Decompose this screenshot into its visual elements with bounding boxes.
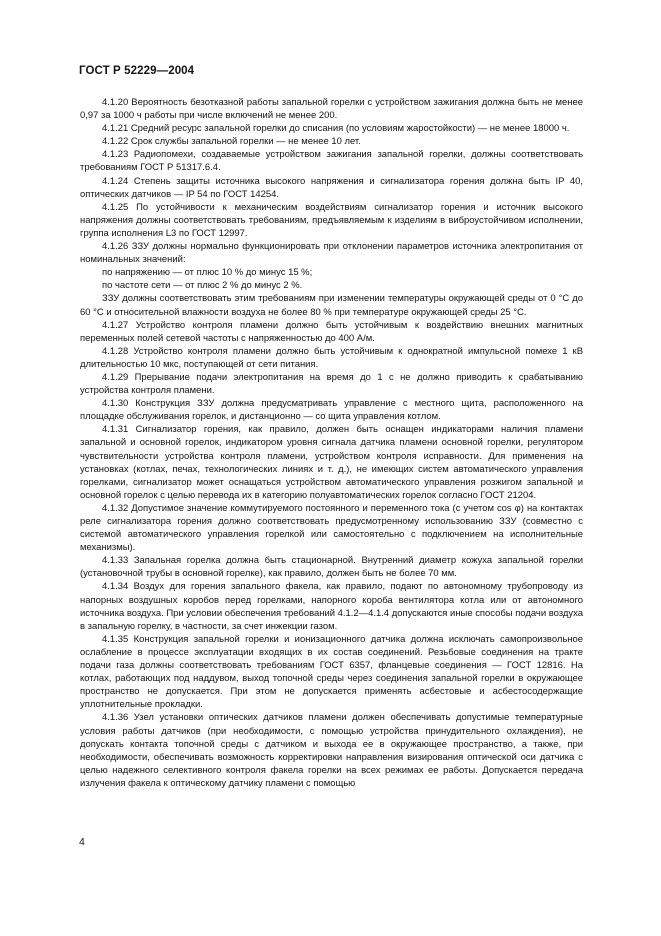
paragraph: 4.1.20 Вероятность безотказной работы запальной горелки с устройством зажигания должна быть не менее 0,97 за 1000 ч работы при числе включений не менее 200. (80, 97, 583, 122)
paragraph: 4.1.36 Узел установки оптических датчиков пламени должен обеспечивать допустимые температурные условия работы датчиков (при необходимости, с помощью устройства принудительного охлаждения), не допускать контакта топочной среды с датчиком и выхода ее в окружающее пространство, а также, при необходимости, обеспечивать возможность корректировки направления визирования оптической оси датчика с целью надежного селективного контроля факела горелки на всех режимах ее работы. Допускается передача излучения факела к оптическому датчику пламени с помощью (80, 712, 583, 789)
paragraph: 4.1.23 Радиопомехи, создаваемые устройством зажигания запальной горелки, должны соответствовать требованиям ГОСТ Р 51317.6.4. (80, 149, 583, 174)
paragraph: 4.1.22 Срок службы запальной горелки — не менее 10 лет. (102, 136, 361, 148)
document-body (80, 96, 583, 790)
page-number: 4 (79, 836, 85, 848)
paragraph: 4.1.33 Запальная горелка должна быть стационарной. Внутренний диаметр кожуха запальной горелки (установочной трубы в основной горелке), как правило, должен быть не более 70 мм. (80, 555, 583, 580)
list-item: по частоте сети — от плюс 2 % до минус 2 %. (102, 280, 303, 292)
paragraph: 4.1.30 Конструкция ЗЗУ должна предусматривать управление с местного щита, расположенного на площадке обслуживания горелок, и дистанционно — со щита управления котлом. (80, 398, 583, 423)
paragraph: 4.1.34 Воздух для горения запального факела, как правило, подают по автономному трубопроводу из напорных воздушных коробов перед горелками, напорного короба вентилятора котла или от автономного источника воздуха. При условии обеспечения требований 4.1.2—4.1.4 допускаются иные способы подачи воздуха в запальную горелку, в частности, за счет инжекции газом. (80, 581, 583, 632)
paragraph: 4.1.24 Степень защиты источника высокого напряжения и сигнализатора горения должна быть IP 40, оптических датчиков — IP 54 по ГОСТ 14254. (80, 175, 583, 200)
paragraph: 4.1.29 Прерывание подачи электропитания на время до 1 с не должно приводить к срабатыванию устройства контроля пламени. (80, 371, 583, 397)
paragraph: 4.1.32 Допустимое значение коммутируемого постоянного и переменного тока (с учетом cos φ) на контактах реле сигнализатора горения должно соответствовать предусмотренному использованию ЗЗУ (совместно с системой автоматического управления горелкой или самостоятельно с подключением на исполнительные механизмы). (80, 502, 583, 554)
paragraph: 4.1.21 Средний ресурс запальной горелки до списания (по условиям жаростойкости) — не менее 18000 ч. (102, 123, 570, 135)
paragraph: 4.1.35 Конструкция запальной горелки и ионизационного датчика должна исключать самопроизвольное ослабление в процессе эксплуатации входящих в их состав соединений. Резьбовые соединения на тракте подачи газа должны соответствовать требованиям ГОСТ 6357, фланцевые соединения — ГОСТ 12816. На котлах, работающих под наддувом, выход топочной среды через соединения запальной горелки в окружающее пространство не допускается. При этом не допускается применять асбестовые и асбестосодержащие уплотнительные прокладки. (80, 633, 583, 711)
paragraph: 4.1.31 Сигнализатор горения, как правило, должен быть оснащен индикаторами наличия пламени запальной и основной горелок, индикатором уровня сигнала датчика пламени основной горелки, регулятором чувствительности устройства контроля пламени, устройством контроля исправности. Для применения на установках (котлах, печах, технологических линиях и т. д.), не имеющих систем автоматического управления горелками, сигнализатор может оснащаться устройством автоматического управления розжигом запальной и основной горелок с целью перевода их в категорию полуавтоматических горелок согласно ГОСТ 21204. (80, 424, 583, 501)
list-item: по напряжению — от плюс 10 % до минус 15 %; (102, 267, 313, 279)
paragraph: 4.1.27 Устройство контроля пламени должно быть устойчивым к воздействию внешних магнитных переменных полей сетевой частоты с напряженностью до 400 А/м. (80, 319, 583, 344)
paragraph: 4.1.25 По устойчивости к механическим воздействиям сигнализатор горения и источник высокого напряжения должны соответствовать требованиям, предъявляемым к изделиям в виброустойчивом исполнении, группа исполнения L3 по ГОСТ 12997. (80, 201, 583, 239)
paragraph: 4.1.26 ЗЗУ должны нормально функционировать при отклонении параметров источника электропитания от номинальных значений: (80, 241, 583, 266)
document-header: ГОСТ Р 52229—2004 (79, 65, 195, 77)
paragraph: ЗЗУ должны соответствовать этим требованиям при изменении температуры окружающей среды от 0 °С до 60 °С и относительной влажности воздуха не более 80 % при температуре окружающей среды 25 °С. (80, 293, 583, 318)
paragraph: 4.1.28 Устройство контроля пламени должно быть устойчивым к однократной импульсной помехе 1 кВ длительностью 10 мкс, поступающей от сети питания. (80, 345, 583, 370)
